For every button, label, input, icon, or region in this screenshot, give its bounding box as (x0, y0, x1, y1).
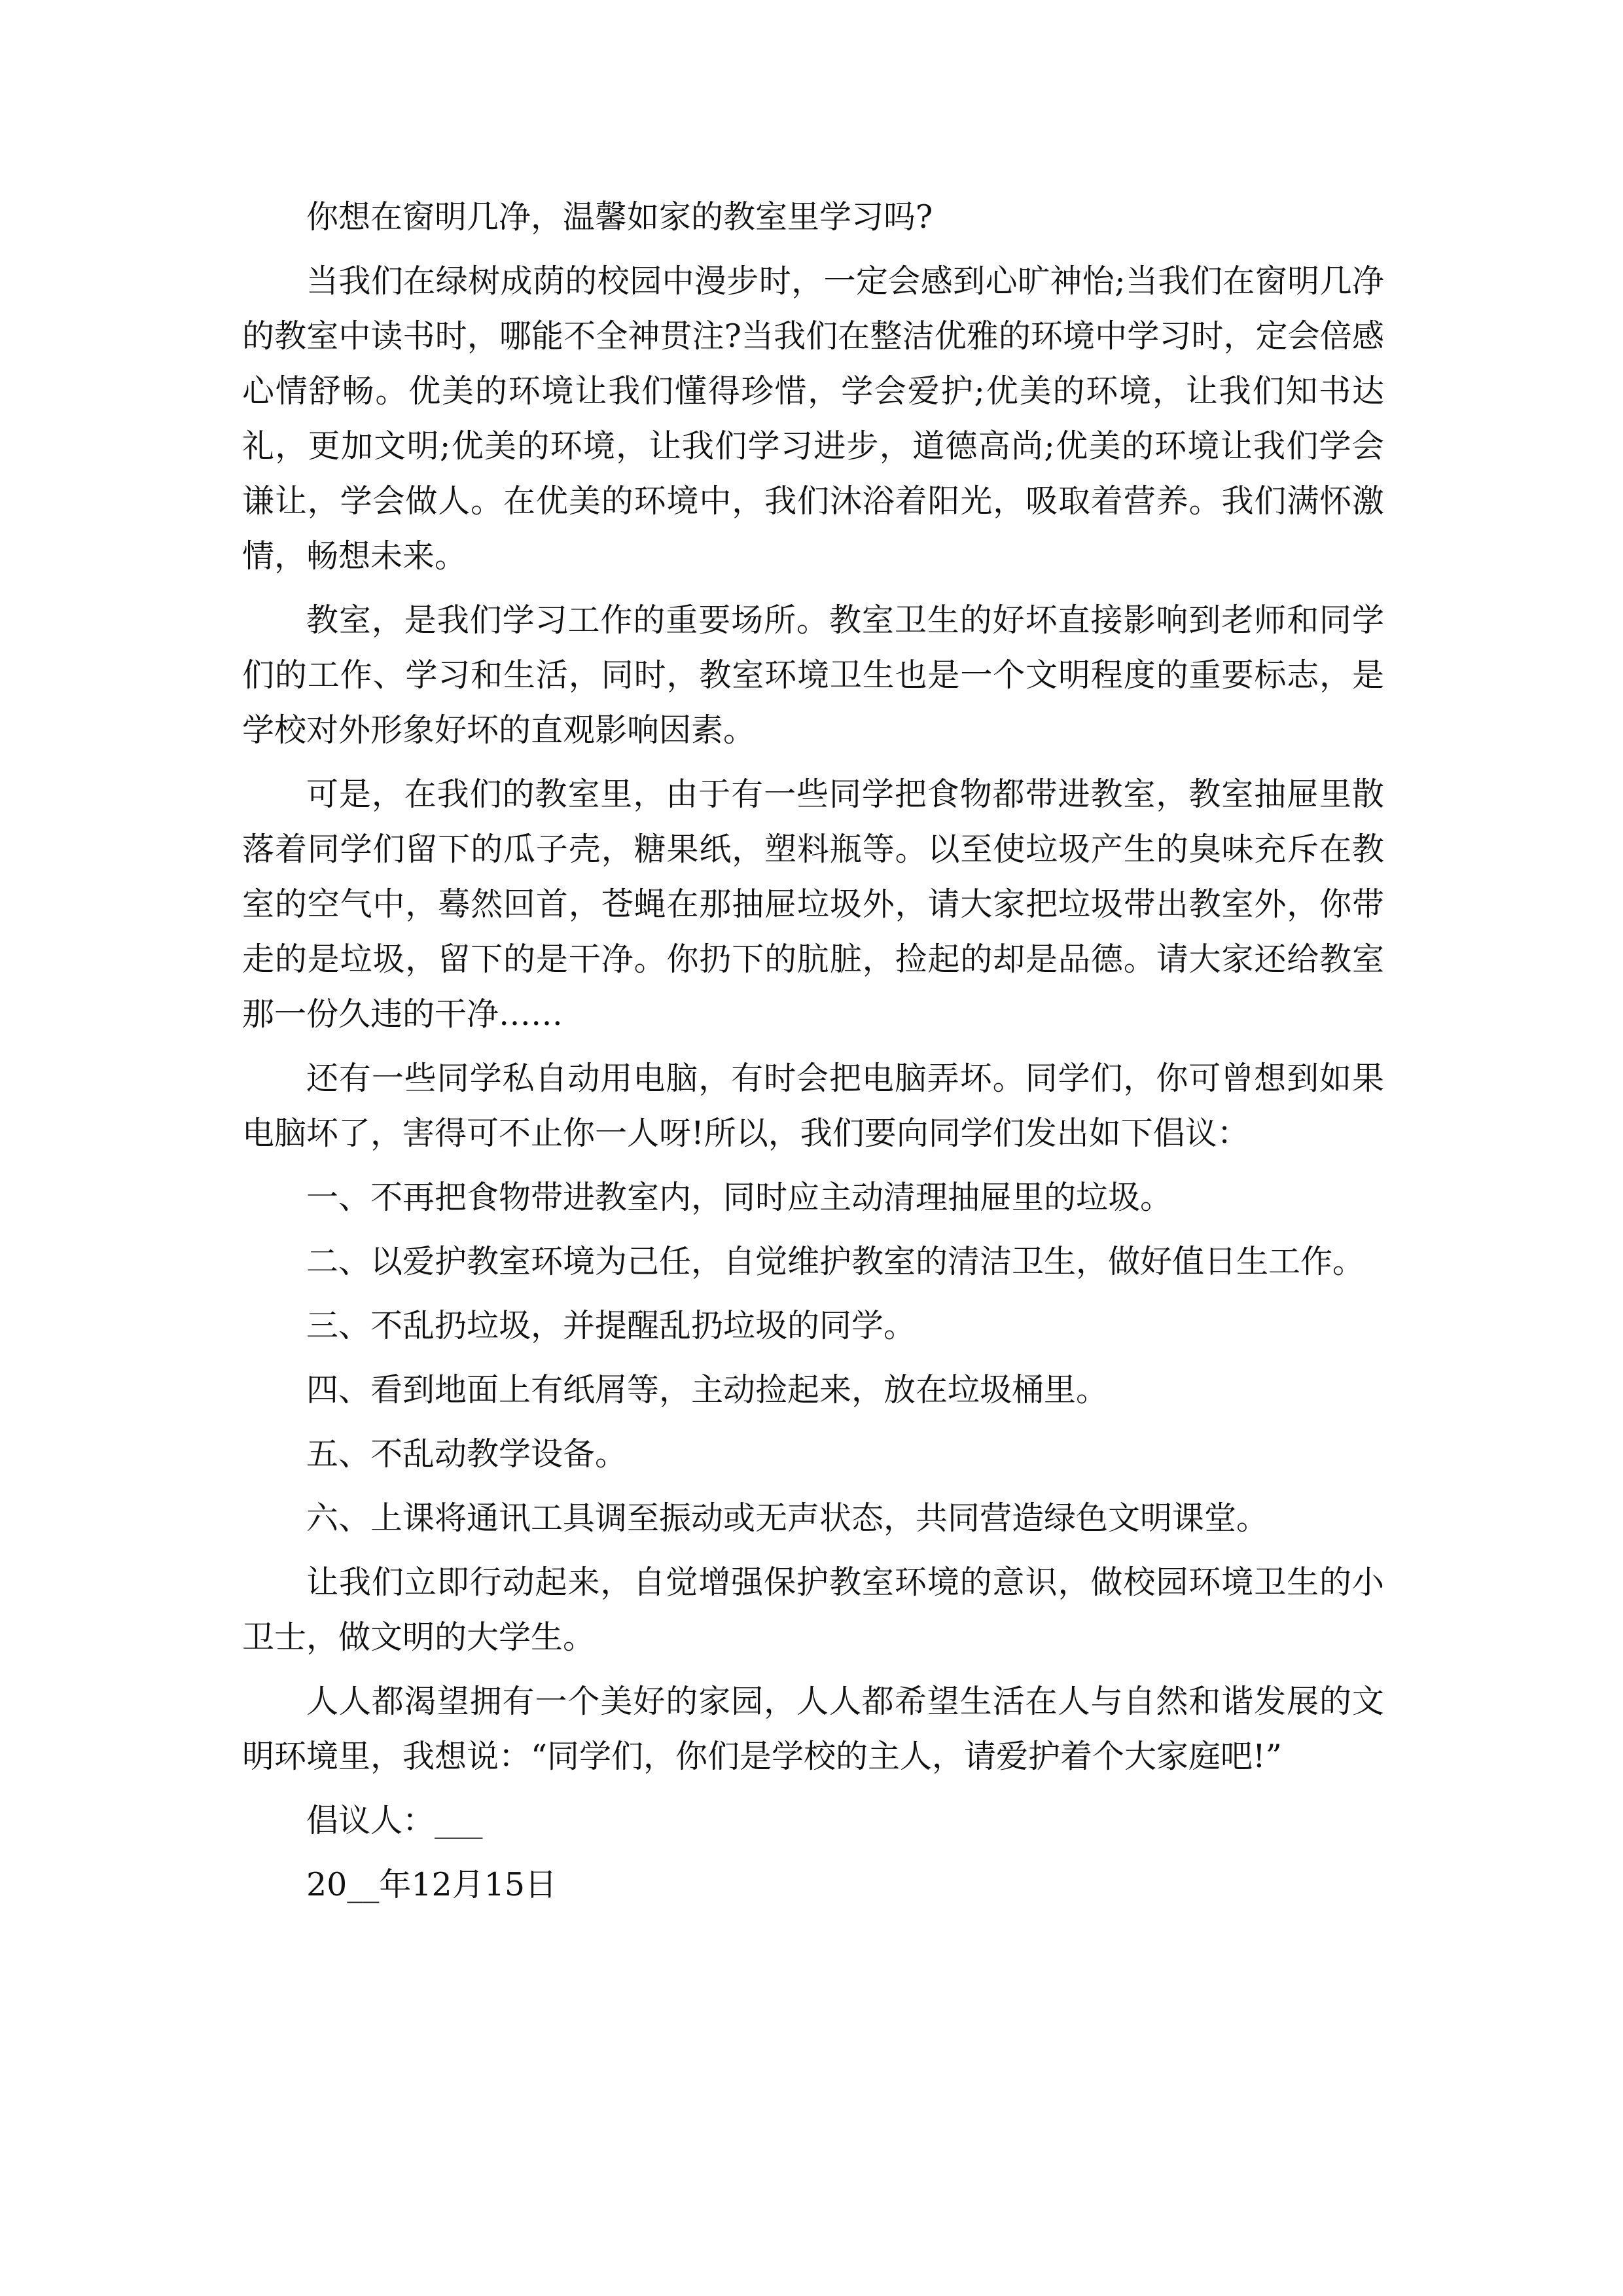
paragraph-environment: 当我们在绿树成荫的校园中漫步时，一定会感到心旷神怡;当我们在窗明几净的教室中读书时，哪能不全神贯注?当我们在整洁优雅的环境中学习时，定会倍感心情舒畅。优美的环境让我们懂得珍惜，学会爱护;优美的环境，让我们知书达礼，更加文明;优美的环境，让我们学习进步，道德高尚;优美的环境让我们学会谦让，学会做人。在优美的环境中，我们沐浴着阳光，吸取着营养。我们满怀激情，畅想未来。 (242, 262, 1384, 575)
paragraph-classroom-importance: 教室，是我们学习工作的重要场所。教室卫生的好坏直接影响到老师和同学们的工作、学习和生活，同时，教室环境卫生也是一个文明程度的重要标志，是学校对外形象好坏的直观影响因素。 (242, 601, 1384, 749)
paragraph-intro-question: 你想在窗明几净，温馨如家的教室里学习吗? (306, 198, 933, 236)
document-body (242, 190, 1384, 1922)
proposal-item-6: 六、上课将通讯工具调至振动或无声状态，共同营造绿色文明课堂。 (306, 1499, 1269, 1537)
proposal-item-3: 三、不乱扔垃圾，并提醒乱扔垃圾的同学。 (306, 1307, 916, 1344)
proposal-item-1: 一、不再把食物带进教室内，同时应主动清理抽屉里的垃圾。 (306, 1179, 1173, 1216)
paragraph-call-to-action: 让我们立即行动起来，自觉增强保护教室环境的意识，做校园环境卫生的小卫士，做文明的大学生。 (242, 1564, 1384, 1656)
date-line: 20__年12月15日 (306, 1866, 558, 1903)
proposal-item-4: 四、看到地面上有纸屑等，主动捡起来，放在垃圾桶里。 (306, 1371, 1109, 1408)
proposal-item-2: 二、以爱护教室环境为己任，自觉维护教室的清洁卫生，做好值日生工作。 (306, 1243, 1365, 1280)
paragraph-closing: 人人都渴望拥有一个美好的家园，人人都希望生活在人与自然和谐发展的文明环境里，我想说：“同学们，你们是学校的主人，请爱护着个大家庭吧!” (242, 1683, 1384, 1775)
proposal-item-5: 五、不乱动教学设备。 (306, 1435, 628, 1473)
paragraph-computer: 还有一些同学私自动用电脑，有时会把电脑弄坏。同学们，你可曾想到如果电脑坏了，害得可不止你一人呀!所以，我们要向同学们发出如下倡议： (242, 1060, 1384, 1152)
paragraph-problem: 可是，在我们的教室里，由于有一些同学把食物都带进教室，教室抽屉里散落着同学们留下的瓜子壳，糖果纸，塑料瓶等。以至使垃圾产生的臭味充斥在教室的空气中，蓦然回首，苍蝇在那抽屉垃圾外，请大家把垃圾带出教室外，你带走的是垃圾，留下的是干净。你扔下的肮脏，捡起的却是品德。请大家还给教室那一份久违的干净…… (242, 776, 1384, 1033)
proposer-line: 倡议人：___ (306, 1802, 483, 1839)
